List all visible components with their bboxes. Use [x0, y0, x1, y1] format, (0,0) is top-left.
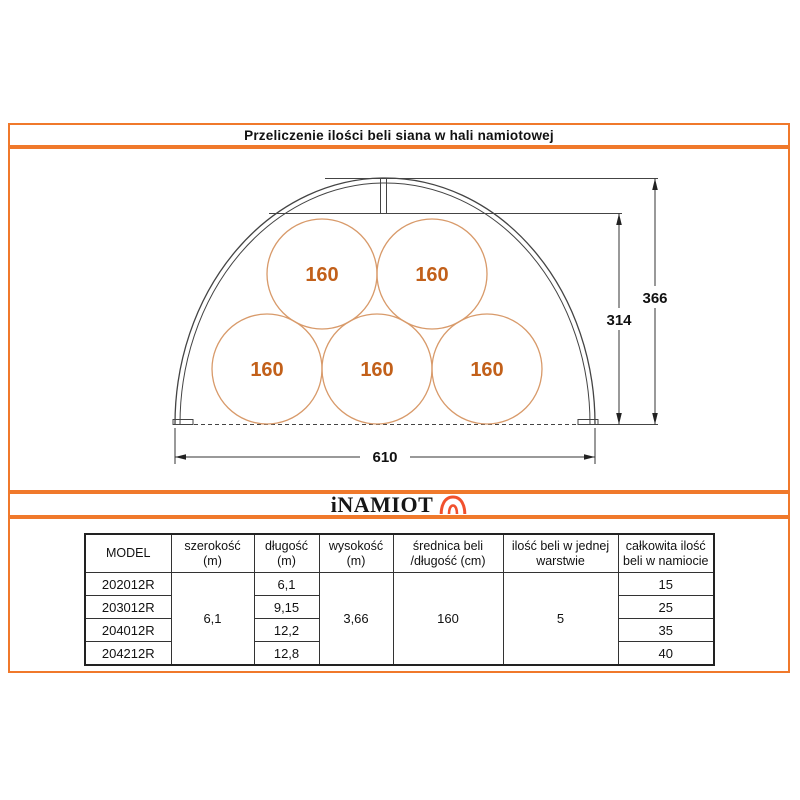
- tent-icon: [439, 494, 467, 515]
- calkowita-cell: 40: [618, 642, 714, 666]
- tent-outline: [173, 178, 658, 425]
- col-header-calkowita: całkowita ilość beli w namiocie: [618, 534, 714, 573]
- page-title: Przeliczenie ilości beli siana w hali namiotowej: [244, 127, 554, 143]
- dlugosc-cell: 6,1: [254, 573, 319, 596]
- srednica-cell: 160: [393, 573, 503, 666]
- col-header-srednica: średnica beli /długość (cm): [393, 534, 503, 573]
- table-panel: [8, 517, 790, 673]
- diagram-panel: [8, 147, 790, 492]
- tent-cross-section-diagram: [10, 149, 788, 490]
- title-bar: [8, 123, 790, 147]
- arrow-up-icon: [616, 214, 622, 226]
- col-header-model: MODEL: [85, 534, 171, 573]
- tent-outer-arc: [175, 178, 595, 424]
- bale-diameter-label: 160: [360, 359, 394, 381]
- wysokosc-cell: 3,66: [319, 573, 393, 666]
- logo-bar: [8, 492, 790, 517]
- szerokosc-cell: 6,1: [171, 573, 254, 666]
- bale-diameter-label: 160: [305, 264, 339, 286]
- content-stack: [8, 123, 790, 673]
- model-cell: 203012R: [85, 596, 171, 619]
- arrow-left-icon: [175, 454, 186, 460]
- bale-circles: [212, 219, 542, 424]
- width-dimension-label: 610: [372, 449, 398, 466]
- dlugosc-cell: 12,8: [254, 642, 319, 666]
- calkowita-cell: 25: [618, 596, 714, 619]
- arrow-down-icon: [616, 413, 622, 425]
- brand-name: iNAMIOT: [330, 491, 434, 517]
- inner-height-dimension-label: 314: [606, 312, 632, 329]
- dlugosc-cell: 9,15: [254, 596, 319, 619]
- col-header-dlugosc: długość (m): [254, 534, 319, 573]
- col-header-szerokosc: szerokość (m): [171, 534, 254, 573]
- table-row: [85, 573, 714, 596]
- model-cell: 202012R: [85, 573, 171, 596]
- table-header-row: [85, 534, 714, 573]
- outer-height-dimension-label: 366: [642, 290, 668, 307]
- col-header-ilosc-warstwa: ilość beli w jednej warstwie: [503, 534, 618, 573]
- arrow-down-icon: [652, 413, 658, 425]
- model-cell: 204212R: [85, 642, 171, 666]
- arrow-up-icon: [652, 179, 658, 191]
- left-foot: [173, 420, 193, 425]
- bale-diameter-label: 160: [470, 359, 504, 381]
- calkowita-cell: 15: [618, 573, 714, 596]
- ilosc-warstwa-cell: 5: [503, 573, 618, 666]
- bale-diameter-label: 160: [250, 359, 284, 381]
- calkowita-cell: 35: [618, 619, 714, 642]
- bale-diameter-label: 160: [415, 264, 449, 286]
- center-post: [381, 179, 387, 214]
- model-cell: 204012R: [85, 619, 171, 642]
- arrow-right-icon: [584, 454, 595, 460]
- col-header-wysokosc: wysokość (m): [319, 534, 393, 573]
- dlugosc-cell: 12,2: [254, 619, 319, 642]
- spec-table: [84, 533, 715, 666]
